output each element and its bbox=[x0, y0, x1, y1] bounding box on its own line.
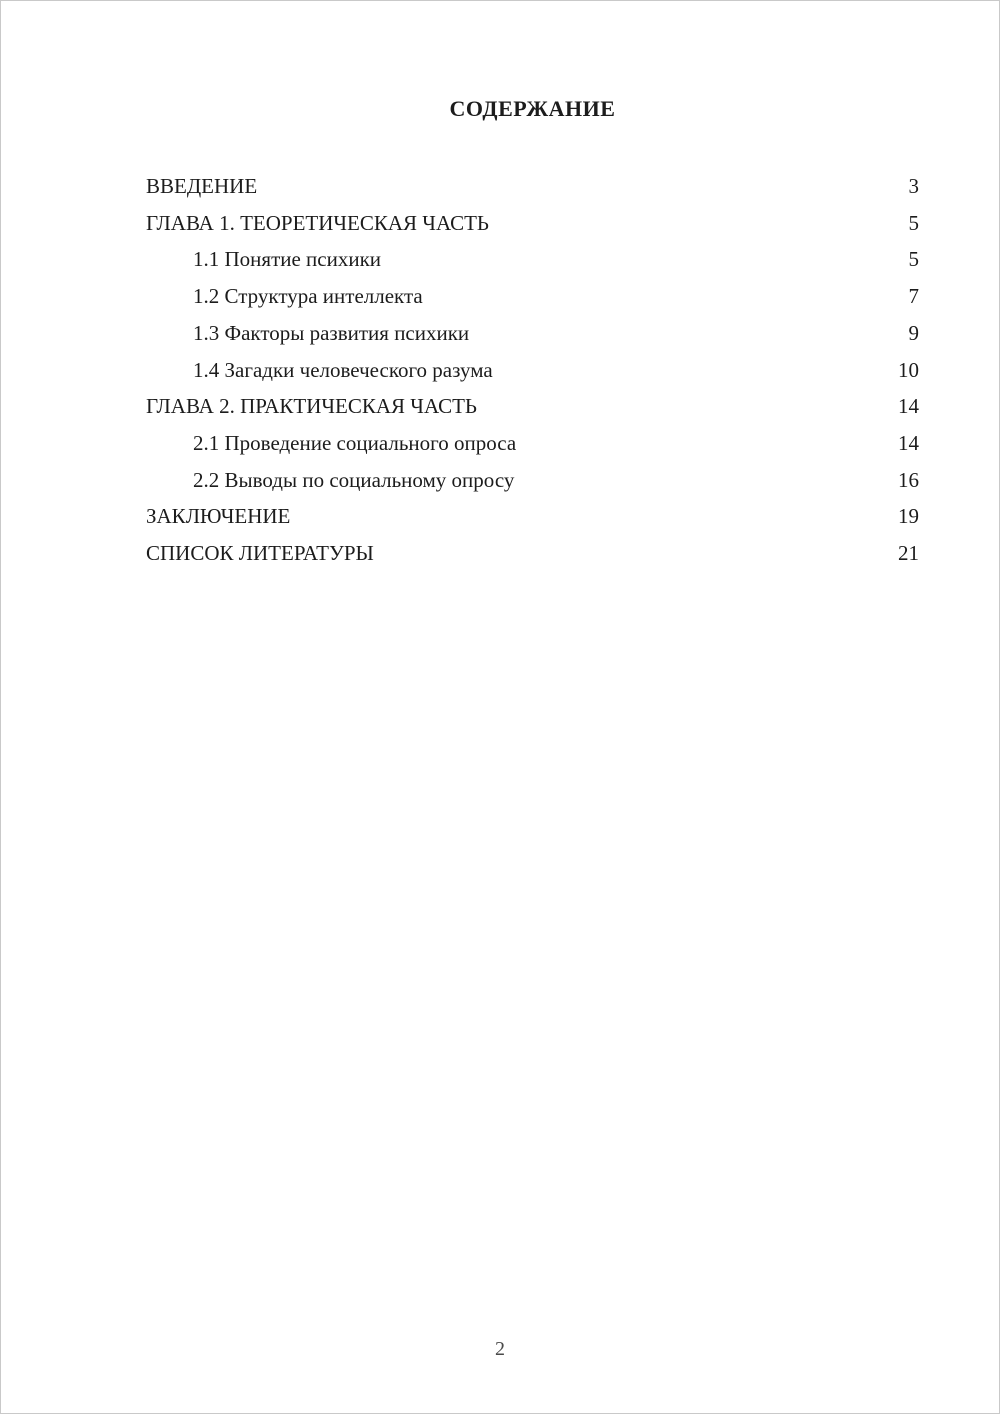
toc-entry-page: 21 bbox=[898, 541, 919, 566]
toc-entry-page: 19 bbox=[898, 504, 919, 529]
page-number: 2 bbox=[495, 1338, 505, 1360]
toc-entry bbox=[146, 425, 919, 462]
toc-entry-label: 2.1 Проведение социального опроса bbox=[193, 430, 517, 455]
toc-entry bbox=[146, 205, 919, 242]
toc-entry-label: 1.4 Загадки человеческого разума bbox=[193, 357, 493, 382]
toc-entry-label: ЗАКЛЮЧЕНИЕ bbox=[146, 504, 291, 529]
toc-entry-label: ГЛАВА 2. ПРАКТИЧЕСКАЯ ЧАСТЬ bbox=[146, 394, 477, 419]
toc-entry bbox=[146, 278, 919, 315]
toc-entry bbox=[146, 352, 919, 389]
toc-entry-label: ГЛАВА 1. ТЕОРЕТИЧЕСКАЯ ЧАСТЬ bbox=[146, 210, 489, 235]
toc-entry-page: 3 bbox=[908, 174, 919, 198]
toc-entry-label: ВВЕДЕНИЕ bbox=[146, 174, 258, 198]
toc-entry-page: 5 bbox=[908, 210, 919, 235]
toc-entry bbox=[146, 498, 919, 535]
toc-entry bbox=[146, 241, 919, 278]
toc-entry-page: 14 bbox=[898, 394, 919, 419]
toc-title: СОДЕРЖАНИЕ bbox=[449, 96, 616, 121]
toc-entry-label: 1.1 Понятие психики bbox=[193, 247, 382, 272]
toc-entry-page: 5 bbox=[908, 247, 919, 272]
toc-entry-label: 1.2 Структура интеллекта bbox=[193, 284, 423, 309]
toc-entry-label: 1.3 Факторы развития психики bbox=[193, 320, 470, 345]
toc-entry bbox=[146, 535, 919, 572]
toc-entry bbox=[146, 315, 919, 352]
toc-entry-label: СПИСОК ЛИТЕРАТУРЫ bbox=[146, 541, 374, 566]
toc-list bbox=[146, 168, 919, 572]
toc-entry-page: 7 bbox=[908, 284, 919, 309]
toc-entry-page: 16 bbox=[898, 467, 919, 492]
toc-entry-label: 2.2 Выводы по социальному опросу bbox=[193, 467, 515, 492]
toc-entry-page: 14 bbox=[898, 430, 919, 455]
toc-entry bbox=[146, 168, 919, 205]
toc-entry bbox=[146, 388, 919, 425]
toc-entry-page: 9 bbox=[908, 320, 919, 345]
toc-entry-page: 10 bbox=[898, 357, 919, 382]
toc-entry bbox=[146, 462, 919, 499]
